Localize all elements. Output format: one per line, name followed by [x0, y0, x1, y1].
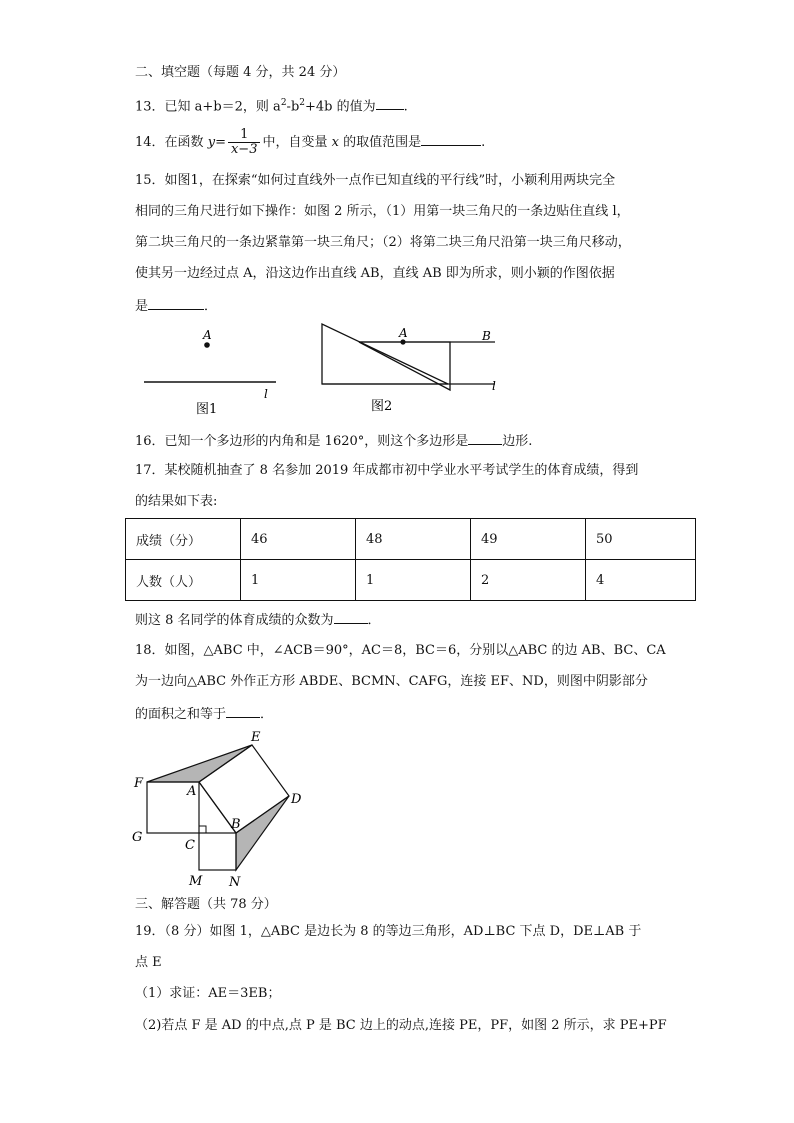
q15-line-5-text: 是 [135, 299, 149, 314]
answer-blank[interactable] [468, 432, 502, 445]
table-cell: 1 [241, 560, 356, 601]
figure-1 [140, 325, 285, 420]
q17-after [135, 611, 381, 629]
q13-text-b: -b [286, 99, 300, 115]
label-g: G [132, 830, 143, 845]
q13-end: . [403, 99, 408, 115]
fraction-numerator: 1 [228, 128, 261, 143]
fig2-label-b: B [482, 329, 491, 343]
label-m: M [189, 874, 203, 889]
section-title: 二、填空题（每题 4 分，共 24 分） [135, 65, 346, 80]
triangle-ruler-2 [359, 342, 450, 390]
table-row [126, 560, 696, 601]
q15-line-5 [135, 297, 217, 315]
score-table [125, 518, 696, 601]
table-cell: 48 [356, 519, 471, 560]
q14-number: 14． [135, 135, 165, 150]
q18-line-1: 18．如图，△ABC 中，∠ACB＝90°，AC＝8，BC＝6，分别以△ABC 的边 AB、BC、CA [135, 643, 666, 658]
q17-end: ． [367, 613, 381, 628]
question-16 [135, 432, 532, 450]
q13-text-c: +4b 的值为 [305, 99, 376, 115]
table-cell: 1 [356, 560, 471, 601]
q15-end: ． [204, 299, 218, 314]
q13-number: 13． [135, 99, 165, 115]
table-cell: 50 [586, 519, 696, 560]
square-bcmn [199, 833, 236, 870]
table-cell: 人数（人） [126, 560, 241, 601]
table-row [126, 519, 696, 560]
q14-end: . [481, 135, 486, 150]
label-e: E [251, 730, 261, 745]
label-b: B [231, 817, 241, 832]
question-13 [135, 95, 408, 115]
label-f: F [134, 776, 144, 791]
q19-part-2: （2)若点 F 是 AD 的中点,点 P 是 BC 边上的动点,连接 PE，PF，如图 2 所示，求 PE+PF [135, 1018, 667, 1033]
q18-line-3-text: 的面积之和等于 [135, 707, 227, 722]
q14-suffix: 的取值范围是 [343, 135, 422, 150]
fig2-line-label: l [492, 379, 496, 393]
fig1-point-a [204, 342, 210, 348]
table-cell: 成绩（分） [126, 519, 241, 560]
q13-text-a: 已知 a+b＝2，则 a [164, 99, 281, 115]
q18-line-2: 为一边向△ABC 外作正方形 ABDE、BCMN、CAFG，连接 EF、ND，则图中阴影部分 [135, 674, 648, 689]
fig2-label-a: A [399, 326, 408, 340]
q13-sup1: 2 [280, 98, 287, 108]
q16-suffix: 边形. [502, 434, 533, 449]
right-angle-mark [199, 826, 206, 833]
label-n: N [229, 875, 241, 890]
figure-3 [125, 725, 325, 895]
fig1-caption: 图1 [196, 402, 218, 417]
q15-line-3: 第二块三角尺的一条边紧靠第一块三角尺；（2）将第二块三角尺沿第一块三角尺移动， [135, 235, 631, 250]
q17-after-text: 则这 8 名同学的体育成绩的众数为 [135, 613, 334, 628]
table-cell: 4 [586, 560, 696, 601]
shaded-triangle-bnd [236, 796, 289, 870]
square-abde [199, 745, 289, 833]
q14-prefix: 在函数 [164, 135, 204, 150]
figure-2 [315, 318, 505, 418]
q17-line-2: 的结果如下表: [135, 494, 218, 509]
fig1-point-label: A [203, 328, 212, 342]
q14-var: x [331, 135, 339, 150]
q18-line-3 [135, 705, 273, 723]
q15-line-2: 相同的三角尺进行如下操作：如图 2 所示，（1）用第一块三角尺的一条边贴住直线 l， [135, 204, 630, 219]
fraction-denominator: x−3 [230, 142, 258, 157]
table-cell: 2 [471, 560, 586, 601]
shaded-triangle-aef [147, 745, 252, 782]
fig1-line-label: l [264, 387, 268, 401]
answer-blank[interactable] [226, 705, 260, 718]
q19-line-2: 点 E [135, 955, 162, 970]
question-14 [135, 126, 485, 160]
label-c: C [185, 838, 195, 853]
q13-sup2: 2 [299, 98, 305, 108]
q14-y: y [207, 135, 216, 150]
triangle-ruler-1 [322, 324, 448, 384]
q15-line-1: 15．如图1，在探索“如何过直线外一点作已知直线的平行线”时，小颖利用两块完全 [135, 173, 616, 188]
answer-blank[interactable] [376, 97, 404, 110]
fig2-point-a [400, 339, 405, 344]
label-d: D [291, 792, 302, 807]
function-fraction [228, 128, 261, 157]
label-a: A [187, 784, 197, 799]
q19-part-1: （1）求证：AE＝3EB； [135, 986, 281, 1001]
answer-blank[interactable] [421, 133, 481, 146]
q16-text: 16．已知一个多边形的内角和是 1620°，则这个多边形是 [135, 434, 469, 449]
q14-eq: = [215, 135, 226, 150]
table-cell: 46 [241, 519, 356, 560]
answer-blank[interactable] [334, 611, 368, 624]
q19-line-1: 19．（8 分）如图 1，△ABC 是边长为 8 的等边三角形，AD⊥BC 下点 D，DE⊥AB 于 [135, 924, 642, 939]
q15-line-4: 使其另一边经过点 A，沿这边作出直线 AB，直线 AB 即为所求，则小颖的作图依据 [135, 266, 615, 281]
q18-end: ． [260, 707, 274, 722]
table-cell: 49 [471, 519, 586, 560]
q17-line-1: 17．某校随机抽查了 8 名参加 2019 年成都市初中学业水平考试学生的体育成绩，得到 [135, 463, 639, 478]
section-title: 三、解答题（共 78 分） [135, 897, 277, 912]
fig2-caption: 图2 [371, 399, 393, 414]
q14-middle: 中，自变量 [262, 135, 328, 150]
answer-blank[interactable] [148, 297, 204, 310]
